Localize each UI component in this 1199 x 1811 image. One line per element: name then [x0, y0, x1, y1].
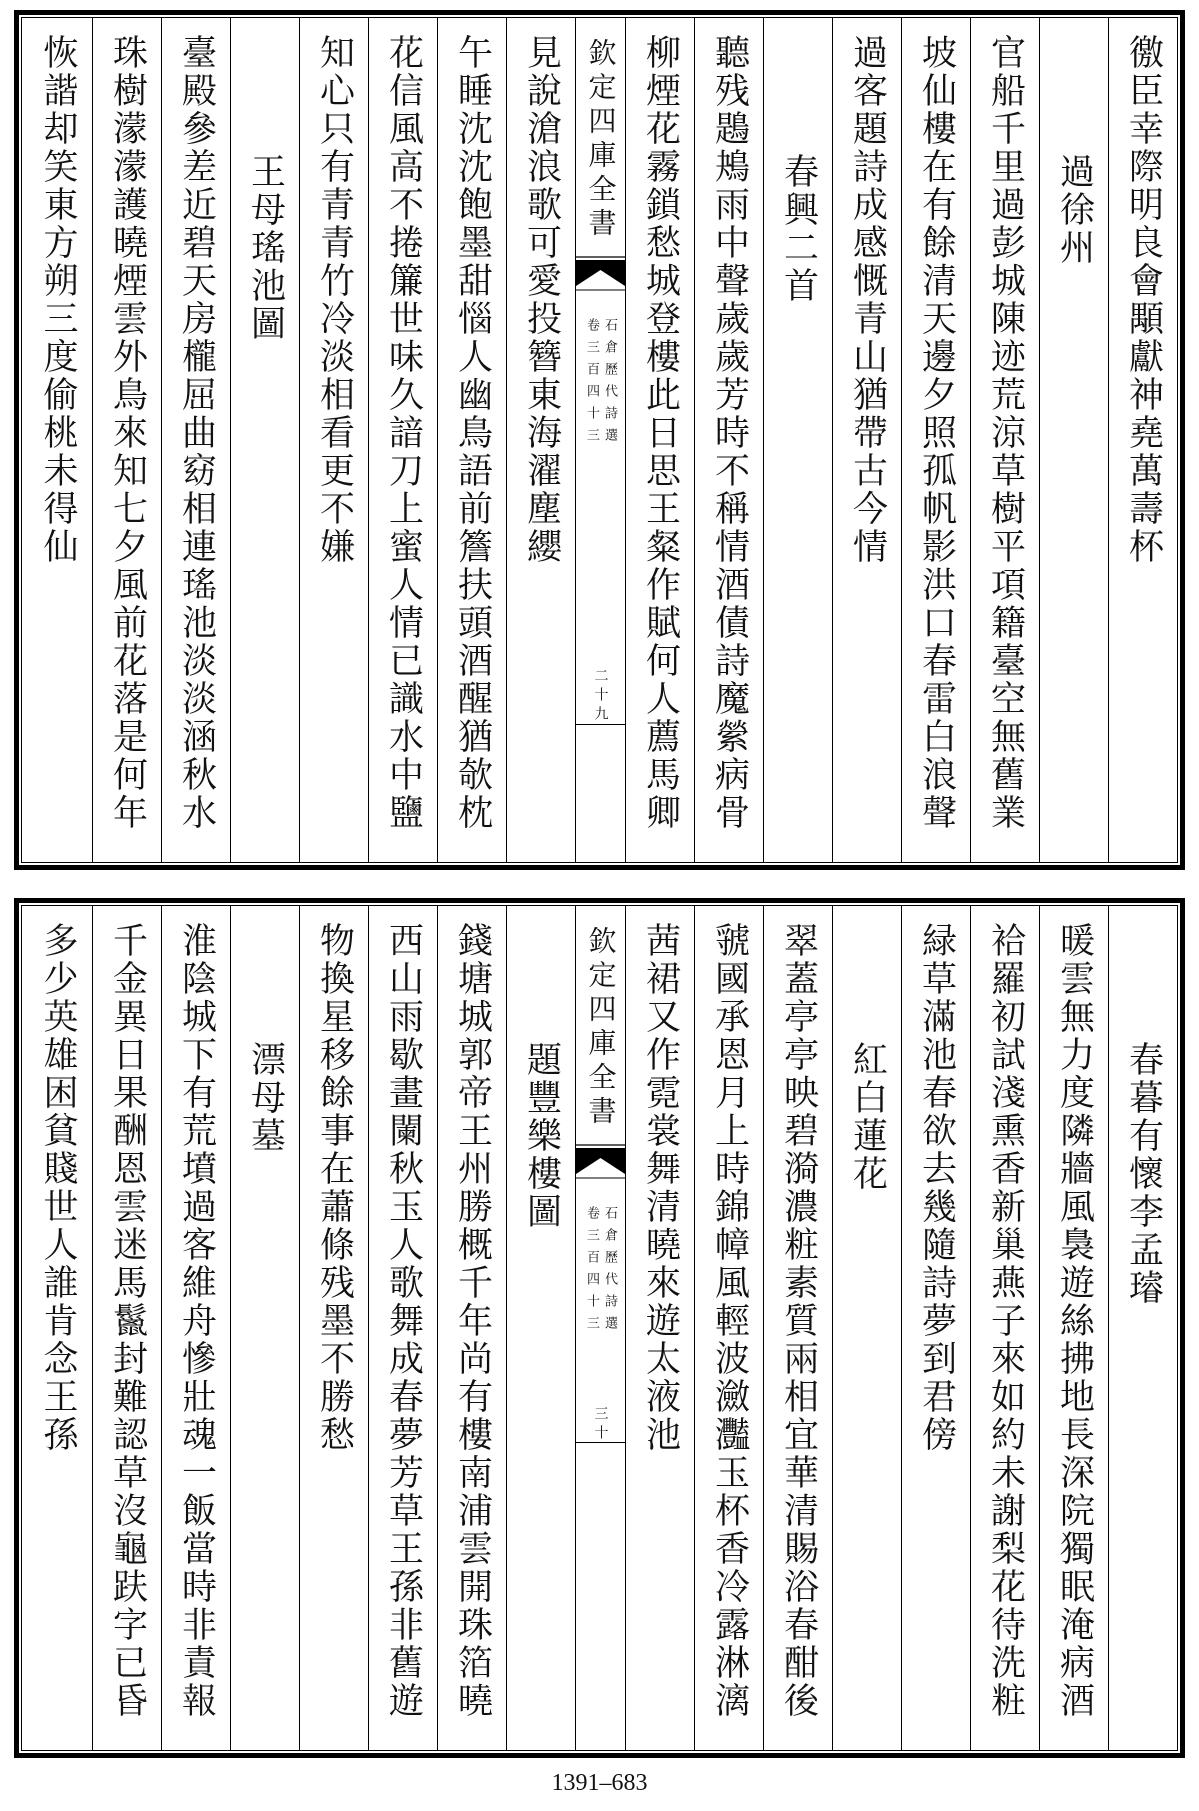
poem-title-column	[1108, 906, 1177, 1750]
poem-title-column	[832, 906, 901, 1750]
text-column	[368, 906, 437, 1750]
verse-line: 緑草滿池春欲去幾隨詩夢到君傍	[916, 922, 957, 1454]
verse-line: 坡仙樓在有餘清天邊夕照孤帆影洪口春雷白浪聲	[916, 34, 957, 832]
running-title	[576, 38, 625, 242]
verse-line: 暖雲無力度隣牆風裊遊絲拂地長深院獨眠淹病酒	[1054, 922, 1095, 1720]
running-title	[576, 926, 625, 1130]
fishtail-icon	[576, 256, 625, 292]
verse-line: 袷羅初試淺熏香新巢燕子來如約未謝梨花待洗粧	[985, 922, 1026, 1720]
text-frame	[21, 905, 1178, 1751]
verse-line: 聽残鶗鴂雨中聲歲歲芳時不稱情酒債詩魔縈病骨	[709, 34, 750, 832]
verse-line: 淮陰城下有荒墳過客維舟慘壯魂一飯當時非責報	[176, 922, 217, 1720]
book-info	[576, 318, 625, 450]
text-column	[437, 906, 506, 1750]
book-title: 石倉歷代詩選	[602, 318, 617, 450]
text-column	[437, 18, 506, 862]
poem-title: 漂母墓	[245, 1041, 286, 1155]
poem-title-column	[230, 18, 299, 862]
poem-title: 王母瑤池圖	[245, 153, 286, 343]
poem-title: 紅白蓮花	[847, 1041, 888, 1193]
strip-rule	[576, 1442, 625, 1443]
text-column	[92, 906, 161, 1750]
verse-line: 茜裙又作霓裳舞清曉來遊太液池	[640, 922, 681, 1454]
book-title: 石倉歷代詩選	[602, 1206, 617, 1338]
verse-line: 徼臣幸際明良會顒獻神堯萬壽杯	[1123, 34, 1164, 566]
poem-title-column	[1039, 18, 1108, 862]
text-column	[299, 18, 368, 862]
text-column	[1039, 906, 1108, 1750]
center-strip	[575, 18, 625, 862]
text-column	[763, 906, 832, 1750]
poem-title: 春興二首	[778, 153, 819, 305]
text-column	[23, 906, 92, 1750]
verse-line: 官船千里過彭城陳迹荒涼草樹平項籍臺空無舊業	[985, 34, 1026, 832]
poem-title-column	[230, 906, 299, 1750]
poem-title-column	[763, 18, 832, 862]
book-info	[576, 1206, 625, 1338]
verse-line: 過客題詩成感慨青山猶帶古今情	[847, 34, 888, 566]
verse-line: 虢國承恩月上時錦幛風輕波瀲灩玉杯香冷露淋漓	[709, 922, 750, 1720]
poem-title: 題豐樂樓圖	[521, 1041, 562, 1231]
verse-line: 恢諧却笑東方朔三度偷桃未得仙	[38, 34, 78, 566]
verse-line: 物換星移餘事在蕭條残墨不勝愁	[314, 922, 355, 1454]
poem-title: 過徐州	[1054, 153, 1095, 267]
poem-title-column	[506, 906, 575, 1750]
page-number: 1391–683	[551, 1770, 648, 1796]
text-column	[970, 18, 1039, 862]
juan-number: 卷三百四十三	[584, 1206, 599, 1338]
text-frame	[21, 17, 1178, 863]
text-column	[368, 18, 437, 862]
folio-text: 三十	[592, 1406, 609, 1444]
verse-line: 午睡沈沈飽墨甜惱人幽鳥語前簷扶頭酒醒猶欹枕	[452, 34, 493, 832]
half-page-bottom	[14, 898, 1185, 1758]
verse-line: 翠蓋亭亭映碧漪濃粧素質兩相宜華清賜浴春酣後	[778, 922, 819, 1720]
text-column	[694, 906, 763, 1750]
half-page-top	[14, 10, 1185, 870]
text-column	[1108, 18, 1177, 862]
text-column	[832, 18, 901, 862]
running-title-text: 欽定四庫全書	[584, 926, 618, 1130]
verse-line: 千金異日果酬恩雲迷馬鬣封難認草沒龜趺字已昏	[107, 922, 148, 1720]
text-column	[299, 906, 368, 1750]
text-column	[161, 18, 230, 862]
center-strip	[575, 906, 625, 1750]
verse-line: 柳煙花霧鎖愁城登樓此日思王粲作賦何人薦馬卿	[640, 34, 681, 832]
text-column	[625, 906, 694, 1750]
fishtail-icon	[576, 1144, 625, 1180]
text-column	[23, 18, 92, 862]
text-column	[694, 18, 763, 862]
poem-title: 春暮有懷李孟璿	[1123, 1041, 1164, 1307]
verse-line: 多少英雄困貧賤世人誰肯念王孫	[38, 922, 78, 1454]
text-column	[625, 18, 694, 862]
verse-line: 錢塘城郭帝王州勝概千年尚有樓南浦雲開珠箔曉	[452, 922, 493, 1720]
verse-line: 珠樹濛濛護曉煙雲外鳥來知七夕風前花落是何年	[107, 34, 148, 832]
text-column	[506, 18, 575, 862]
text-column	[901, 906, 970, 1750]
text-column	[901, 18, 970, 862]
running-title-text: 欽定四庫全書	[584, 38, 618, 242]
folio-number	[576, 668, 625, 725]
folio-number	[576, 1406, 625, 1444]
text-column	[970, 906, 1039, 1750]
verse-line: 見說滄浪歌可愛投簪東海濯塵纓	[521, 34, 562, 566]
folio-text: 二十九	[592, 668, 609, 725]
text-column	[161, 906, 230, 1750]
juan-number: 卷三百四十三	[584, 318, 599, 450]
verse-line: 花信風高不捲簾世味久諳刀上蜜人情已識水中鹽	[383, 34, 424, 832]
verse-line: 知心只有青青竹冷淡相看更不嫌	[314, 34, 355, 566]
verse-line: 西山雨歇畫闌秋玉人歌舞成春夢芳草王孫非舊遊	[383, 922, 424, 1720]
strip-rule	[576, 724, 625, 725]
verse-line: 臺殿參差近碧天房櫳屈曲窈相連瑤池淡淡涵秋水	[176, 34, 217, 832]
text-column	[92, 18, 161, 862]
